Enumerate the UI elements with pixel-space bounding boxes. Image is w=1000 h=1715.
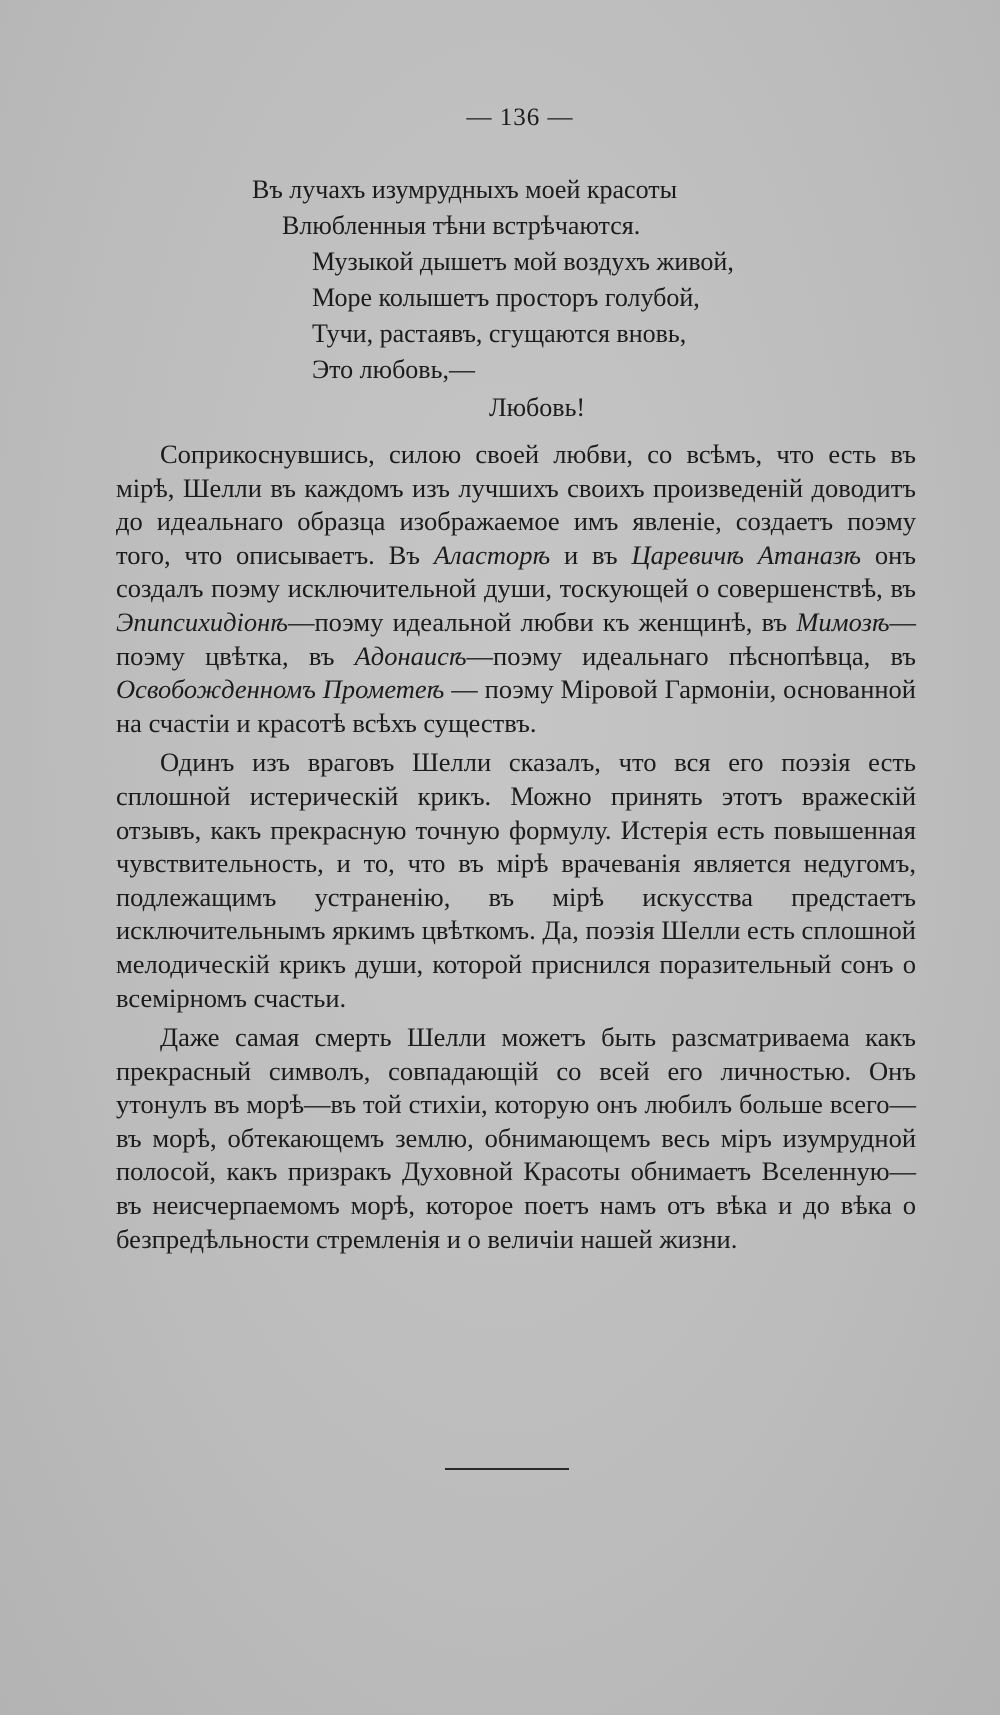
poem-line: Въ лучахъ изумрудныхъ моей красоты [252,175,678,204]
work-title-italic: Эпипсихидіонѣ [116,606,288,637]
poem-line: Любовь! [489,393,586,422]
poem-line: Музыкой дышетъ мой воздухъ живой, [312,247,734,276]
paragraph: Даже самая смерть Шелли можетъ быть разсматриваема какъ прекрасный символъ, совпадающій со всей его личностью. Онъ утонулъ въ морѣ—въ той стихіи, которую онъ любилъ больше всего—въ морѣ, обтекающемъ землю, обнимающемъ весь міръ изумрудной полосой, какъ призракъ Духовной Красоты обнимаетъ Вселенную—въ неисчерпаемомъ морѣ, которое поетъ намъ отъ вѣка и до вѣка о безпредѣльности стремленія и о величіи нашей жизни. [116,1022,916,1254]
work-title-italic: Аласторѣ [433,539,551,570]
poem-line: Это любовь,— [312,355,475,384]
work-title-italic: Адонаисѣ [354,640,467,671]
paragraph-text: Соприкоснувшись, силою своей любви, со всѣмъ, что есть въ мірѣ, Шелли въ каждомъ изъ лучшихъ своихъ произведеній доводитъ до идеальнаго образца изображаемое имъ явленіе, создаетъ поэму того, что описываетъ. Въ [116,439,916,570]
section-end-rule [445,1468,569,1470]
work-title-italic: Мимозѣ [796,606,890,637]
paragraph-text: и въ [550,539,632,570]
paragraph: Одинъ изъ враговъ Шелли сказалъ, что вся его поэзія есть сплошной истерическій крикъ. Можно принять этотъ вражескій отзывъ, какъ прекрасную точную формулу. Истерія есть повышенная чувствительность, и то, что въ мірѣ врачеванія является недугомъ, подлежащимъ устраненію, въ мірѣ искусства предстаетъ исключительнымъ яркимъ цвѣткомъ. Да, поэзія Шелли есть сплошной мелодическій крикъ души, которой приснился поразительный сонъ о всемірномъ счастьи. [116,747,916,1013]
work-title-italic: Освобожденномъ Прометеѣ [116,674,445,705]
poem-line: Влюбленныя тѣни встрѣчаются. [282,211,641,240]
poem-line: Море колышетъ просторъ голубой, [312,283,700,312]
page-number: — 136 — [466,104,574,131]
paragraph-text: —поэму цвѣтка, въ [116,606,916,671]
poem-line: Тучи, растаявъ, сгущаются вновь, [312,319,687,348]
paragraph-text: —поэму идеальнаго пѣснопѣвца, въ [466,640,916,671]
paragraph-text: — поэму Міровой Гармоніи, основанной на счастіи и красотѣ всѣхъ существъ. [116,674,916,738]
paragraph-text: —поэму идеальной любви къ женщинѣ, въ [287,606,797,637]
paragraph [116,438,916,740]
prose-body [116,438,916,1256]
paragraph-text: онъ создалъ поэму исключительной души, тоскующей о совершенствѣ, въ [116,539,917,604]
work-title-italic: Царевичѣ Атаназѣ [631,539,862,570]
